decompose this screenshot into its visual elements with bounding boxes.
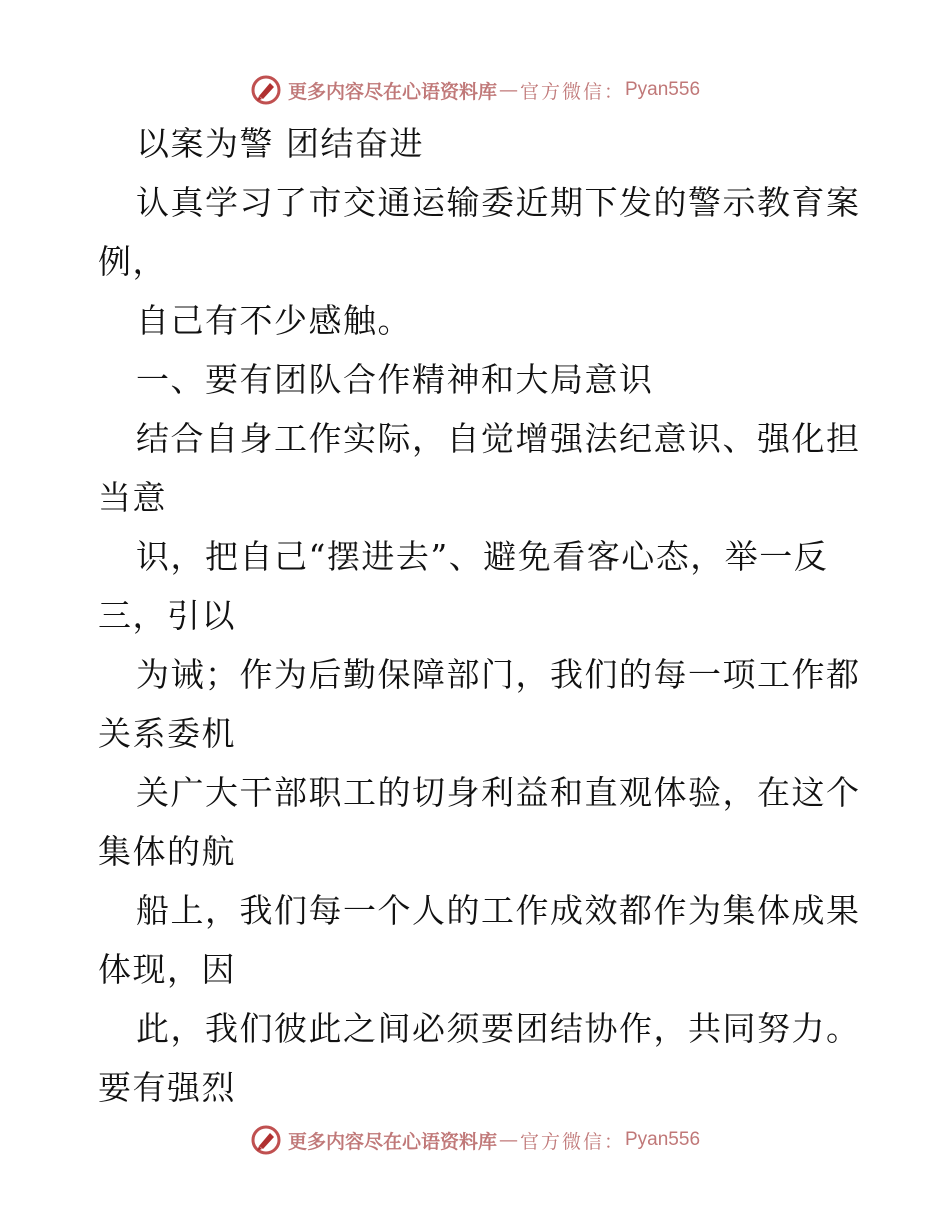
- text-line: 例，: [98, 242, 167, 281]
- document-body: [98, 114, 861, 1117]
- header-wechat-id: Pyan556: [625, 79, 701, 100]
- header-wechat-label: 官方微信：: [519, 80, 625, 103]
- text-line: 体现，因: [98, 950, 236, 989]
- footer-banner: [0, 1120, 950, 1160]
- header-banner: [0, 70, 950, 110]
- footer-wechat-label: 官方微信：: [519, 1130, 625, 1153]
- text-line: 船上，我们每一个人的工作成效都作为集体成果: [136, 891, 861, 930]
- pen-logo-icon: [250, 1124, 282, 1156]
- text-line: 自己有不少感触。: [136, 301, 412, 340]
- text-line: 关广大干部职工的切身利益和直观体验，在这个: [136, 773, 861, 812]
- text-line: 结合自身工作实际，自觉增强法纪意识、强化担: [136, 419, 861, 458]
- section-heading: 一、要有团队合作精神和大局意识: [136, 360, 654, 399]
- text-line: 识，把自己“摆进去”、避免看客心态，举一反: [136, 537, 829, 576]
- text-line: 要有强烈: [98, 1068, 236, 1107]
- pen-logo-icon: [250, 74, 282, 106]
- footer-wechat-id: Pyan556: [625, 1129, 701, 1150]
- text-line: 三，引以: [98, 596, 236, 635]
- text-line: 此，我们彼此之间必须要团结协作，共同努力。: [136, 1009, 861, 1048]
- text-line: 关系委机: [98, 714, 236, 753]
- footer-dash: —: [498, 1129, 518, 1151]
- text-line: 当意: [98, 478, 167, 517]
- text-line: 为诫；作为后勤保障部门，我们的每一项工作都: [136, 655, 861, 694]
- document-title: 以案为警 团结奋进: [136, 124, 424, 163]
- text-line: 认真学习了市交通运输委近期下发的警示教育案: [136, 183, 861, 222]
- footer-banner-text: 更多内容尽在心语资料库: [287, 1130, 497, 1153]
- header-dash: —: [498, 79, 518, 101]
- header-banner-text: 更多内容尽在心语资料库: [287, 80, 497, 103]
- text-line: 集体的航: [98, 832, 236, 871]
